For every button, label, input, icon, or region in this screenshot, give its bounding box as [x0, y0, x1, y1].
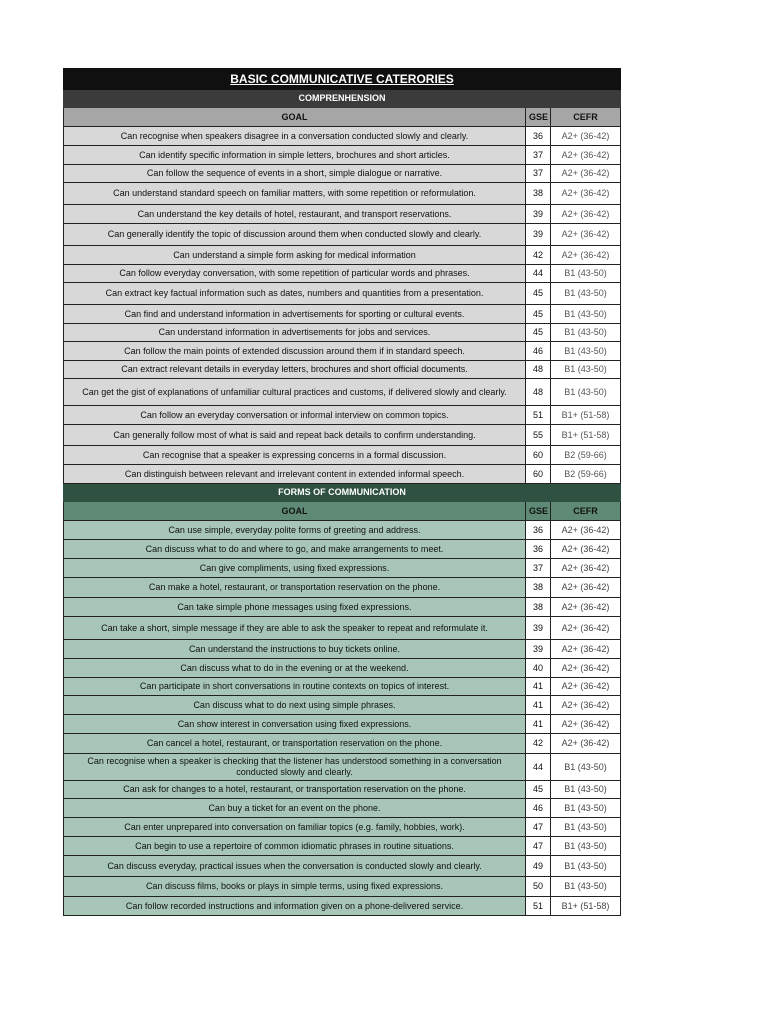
- table-row: [64, 856, 621, 877]
- table-row: [64, 678, 621, 696]
- gse-cell: 47: [526, 818, 551, 837]
- goal-cell: Can participate in short conversations in routine contexts on topics of interest.: [64, 678, 526, 696]
- section-row: [64, 90, 621, 108]
- cefr-cell: A2+ (36-42): [551, 659, 621, 678]
- goal-cell: Can discuss everyday, practical issues when the conversation is conducted slowly and clearly.: [64, 856, 526, 877]
- gse-cell: 50: [526, 877, 551, 897]
- section-row: [64, 484, 621, 502]
- categories-table: [63, 68, 621, 916]
- column-header-cefr: CEFR: [551, 502, 621, 521]
- column-header-gse: GSE: [526, 502, 551, 521]
- table-row: [64, 265, 621, 283]
- cefr-cell: B2 (59-66): [551, 446, 621, 465]
- gse-cell: 51: [526, 897, 551, 916]
- cefr-cell: A2+ (36-42): [551, 224, 621, 246]
- goal-cell: Can buy a ticket for an event on the phone.: [64, 799, 526, 818]
- gse-cell: 37: [526, 165, 551, 183]
- gse-cell: 45: [526, 324, 551, 342]
- cefr-cell: B1 (43-50): [551, 379, 621, 406]
- cefr-cell: B1 (43-50): [551, 837, 621, 856]
- goal-cell: Can recognise that a speaker is expressing concerns in a formal discussion.: [64, 446, 526, 465]
- gse-cell: 48: [526, 361, 551, 379]
- gse-cell: 48: [526, 379, 551, 406]
- table-row: [64, 165, 621, 183]
- goal-cell: Can follow an everyday conversation or informal interview on common topics.: [64, 406, 526, 425]
- goal-cell: Can cancel a hotel, restaurant, or transportation reservation on the phone.: [64, 734, 526, 754]
- column-header-goal: GOAL: [64, 502, 526, 521]
- table-row: [64, 324, 621, 342]
- table-row: [64, 696, 621, 715]
- cefr-cell: B1 (43-50): [551, 754, 621, 781]
- title-row: [64, 69, 621, 90]
- gse-cell: 39: [526, 224, 551, 246]
- goal-cell: Can generally identify the topic of discussion around them when conducted slowly and clearly.: [64, 224, 526, 246]
- section-title: FORMS OF COMMUNICATION: [64, 484, 621, 502]
- goal-cell: Can extract relevant details in everyday letters, brochures and short official documents.: [64, 361, 526, 379]
- cefr-cell: A2+ (36-42): [551, 165, 621, 183]
- goal-cell: Can discuss what to do next using simple phrases.: [64, 696, 526, 715]
- table-row: [64, 379, 621, 406]
- goal-cell: Can enter unprepared into conversation on familiar topics (e.g. family, hobbies, work).: [64, 818, 526, 837]
- goal-cell: Can give compliments, using fixed expressions.: [64, 559, 526, 578]
- table-row: [64, 342, 621, 361]
- goal-cell: Can discuss what to do and where to go, and make arrangements to meet.: [64, 540, 526, 559]
- gse-cell: 51: [526, 406, 551, 425]
- column-header-row: [64, 108, 621, 127]
- gse-cell: 44: [526, 265, 551, 283]
- table-row: [64, 246, 621, 265]
- cefr-cell: A2+ (36-42): [551, 146, 621, 165]
- goal-cell: Can get the gist of explanations of unfamiliar cultural practices and customs, if delivered slowly and clearly.: [64, 379, 526, 406]
- cefr-cell: A2+ (36-42): [551, 521, 621, 540]
- section-title: COMPRENHENSION: [64, 90, 621, 108]
- goal-cell: Can discuss what to do in the evening or at the weekend.: [64, 659, 526, 678]
- table-row: [64, 837, 621, 856]
- gse-cell: 41: [526, 715, 551, 734]
- cefr-cell: A2+ (36-42): [551, 127, 621, 146]
- gse-cell: 39: [526, 617, 551, 640]
- cefr-cell: A2+ (36-42): [551, 696, 621, 715]
- column-header-cefr: CEFR: [551, 108, 621, 127]
- cefr-cell: A2+ (36-42): [551, 734, 621, 754]
- gse-cell: 38: [526, 598, 551, 617]
- goal-cell: Can identify specific information in simple letters, brochures and short articles.: [64, 146, 526, 165]
- table-row: [64, 205, 621, 224]
- cefr-cell: B1 (43-50): [551, 324, 621, 342]
- cefr-cell: A2+ (36-42): [551, 183, 621, 205]
- communicative-categories-sheet: [63, 68, 620, 916]
- goal-cell: Can show interest in conversation using fixed expressions.: [64, 715, 526, 734]
- cefr-cell: B1 (43-50): [551, 265, 621, 283]
- goal-cell: Can ask for changes to a hotel, restaurant, or transportation reservation on the phone.: [64, 781, 526, 799]
- gse-cell: 44: [526, 754, 551, 781]
- gse-cell: 55: [526, 425, 551, 446]
- gse-cell: 60: [526, 446, 551, 465]
- gse-cell: 37: [526, 146, 551, 165]
- cefr-cell: A2+ (36-42): [551, 715, 621, 734]
- table-row: [64, 305, 621, 324]
- cefr-cell: A2+ (36-42): [551, 617, 621, 640]
- table-row: [64, 406, 621, 425]
- gse-cell: 60: [526, 465, 551, 484]
- table-row: [64, 540, 621, 559]
- column-header-goal: GOAL: [64, 108, 526, 127]
- cefr-cell: A2+ (36-42): [551, 540, 621, 559]
- gse-cell: 49: [526, 856, 551, 877]
- table-row: [64, 734, 621, 754]
- gse-cell: 36: [526, 127, 551, 146]
- gse-cell: 41: [526, 696, 551, 715]
- cefr-cell: A2+ (36-42): [551, 246, 621, 265]
- gse-cell: 45: [526, 781, 551, 799]
- cefr-cell: B1+ (51-58): [551, 897, 621, 916]
- table-row: [64, 781, 621, 799]
- gse-cell: 45: [526, 283, 551, 305]
- table-row: [64, 127, 621, 146]
- table-row: [64, 598, 621, 617]
- column-header-row: [64, 502, 621, 521]
- cefr-cell: A2+ (36-42): [551, 559, 621, 578]
- goal-cell: Can follow the sequence of events in a short, simple dialogue or narrative.: [64, 165, 526, 183]
- cefr-cell: A2+ (36-42): [551, 578, 621, 598]
- goal-cell: Can understand the key details of hotel, restaurant, and transport reservations.: [64, 205, 526, 224]
- table-row: [64, 224, 621, 246]
- table-row: [64, 754, 621, 781]
- table-row: [64, 818, 621, 837]
- table-row: [64, 425, 621, 446]
- goal-cell: Can understand standard speech on familiar matters, with some repetition or reformulation.: [64, 183, 526, 205]
- cefr-cell: B1 (43-50): [551, 799, 621, 818]
- gse-cell: 46: [526, 799, 551, 818]
- goal-cell: Can find and understand information in advertisements for sporting or cultural events.: [64, 305, 526, 324]
- gse-cell: 39: [526, 640, 551, 659]
- gse-cell: 39: [526, 205, 551, 224]
- table-row: [64, 361, 621, 379]
- goal-cell: Can take simple phone messages using fixed expressions.: [64, 598, 526, 617]
- goal-cell: Can use simple, everyday polite forms of greeting and address.: [64, 521, 526, 540]
- goal-cell: Can begin to use a repertoire of common idiomatic phrases in routine situations.: [64, 837, 526, 856]
- table-row: [64, 283, 621, 305]
- gse-cell: 38: [526, 578, 551, 598]
- goal-cell: Can follow recorded instructions and information given on a phone-delivered service.: [64, 897, 526, 916]
- cefr-cell: B2 (59-66): [551, 465, 621, 484]
- table-row: [64, 617, 621, 640]
- gse-cell: 37: [526, 559, 551, 578]
- goal-cell: Can understand the instructions to buy tickets online.: [64, 640, 526, 659]
- table-row: [64, 146, 621, 165]
- table-row: [64, 521, 621, 540]
- gse-cell: 47: [526, 837, 551, 856]
- goal-cell: Can make a hotel, restaurant, or transportation reservation on the phone.: [64, 578, 526, 598]
- gse-cell: 36: [526, 540, 551, 559]
- table-row: [64, 715, 621, 734]
- gse-cell: 36: [526, 521, 551, 540]
- cefr-cell: B1 (43-50): [551, 818, 621, 837]
- cefr-cell: B1+ (51-58): [551, 425, 621, 446]
- goal-cell: Can follow everyday conversation, with some repetition of particular words and phrases.: [64, 265, 526, 283]
- gse-cell: 38: [526, 183, 551, 205]
- cefr-cell: B1 (43-50): [551, 781, 621, 799]
- goal-cell: Can extract key factual information such as dates, numbers and quantities from a presentation.: [64, 283, 526, 305]
- table-row: [64, 465, 621, 484]
- table-row: [64, 877, 621, 897]
- table-row: [64, 446, 621, 465]
- cefr-cell: B1 (43-50): [551, 877, 621, 897]
- table-row: [64, 578, 621, 598]
- goal-cell: Can generally follow most of what is said and repeat back details to confirm understanding.: [64, 425, 526, 446]
- table-row: [64, 640, 621, 659]
- gse-cell: 42: [526, 246, 551, 265]
- table-row: [64, 559, 621, 578]
- goal-cell: Can take a short, simple message if they are able to ask the speaker to repeat and reformulate it.: [64, 617, 526, 640]
- cefr-cell: B1 (43-50): [551, 305, 621, 324]
- cefr-cell: B1 (43-50): [551, 856, 621, 877]
- cefr-cell: B1 (43-50): [551, 342, 621, 361]
- goal-cell: Can recognise when speakers disagree in a conversation conducted slowly and clearly.: [64, 127, 526, 146]
- goal-cell: Can discuss films, books or plays in simple terms, using fixed expressions.: [64, 877, 526, 897]
- cefr-cell: A2+ (36-42): [551, 205, 621, 224]
- cefr-cell: A2+ (36-42): [551, 598, 621, 617]
- table-row: [64, 897, 621, 916]
- gse-cell: 40: [526, 659, 551, 678]
- table-row: [64, 659, 621, 678]
- cefr-cell: B1+ (51-58): [551, 406, 621, 425]
- goal-cell: Can follow the main points of extended discussion around them if in standard speech.: [64, 342, 526, 361]
- gse-cell: 45: [526, 305, 551, 324]
- goal-cell: Can distinguish between relevant and irrelevant content in extended informal speech.: [64, 465, 526, 484]
- table-row: [64, 183, 621, 205]
- goal-cell: Can recognise when a speaker is checking that the listener has understood something in a conversation conducted slowly and clearly.: [64, 754, 526, 781]
- column-header-gse: GSE: [526, 108, 551, 127]
- gse-cell: 46: [526, 342, 551, 361]
- cefr-cell: A2+ (36-42): [551, 678, 621, 696]
- goal-cell: Can understand information in advertisements for jobs and services.: [64, 324, 526, 342]
- sheet-title: BASIC COMMUNICATIVE CATERORIES: [64, 69, 621, 90]
- table-row: [64, 799, 621, 818]
- gse-cell: 42: [526, 734, 551, 754]
- cefr-cell: B1 (43-50): [551, 283, 621, 305]
- gse-cell: 41: [526, 678, 551, 696]
- cefr-cell: B1 (43-50): [551, 361, 621, 379]
- goal-cell: Can understand a simple form asking for medical information: [64, 246, 526, 265]
- cefr-cell: A2+ (36-42): [551, 640, 621, 659]
